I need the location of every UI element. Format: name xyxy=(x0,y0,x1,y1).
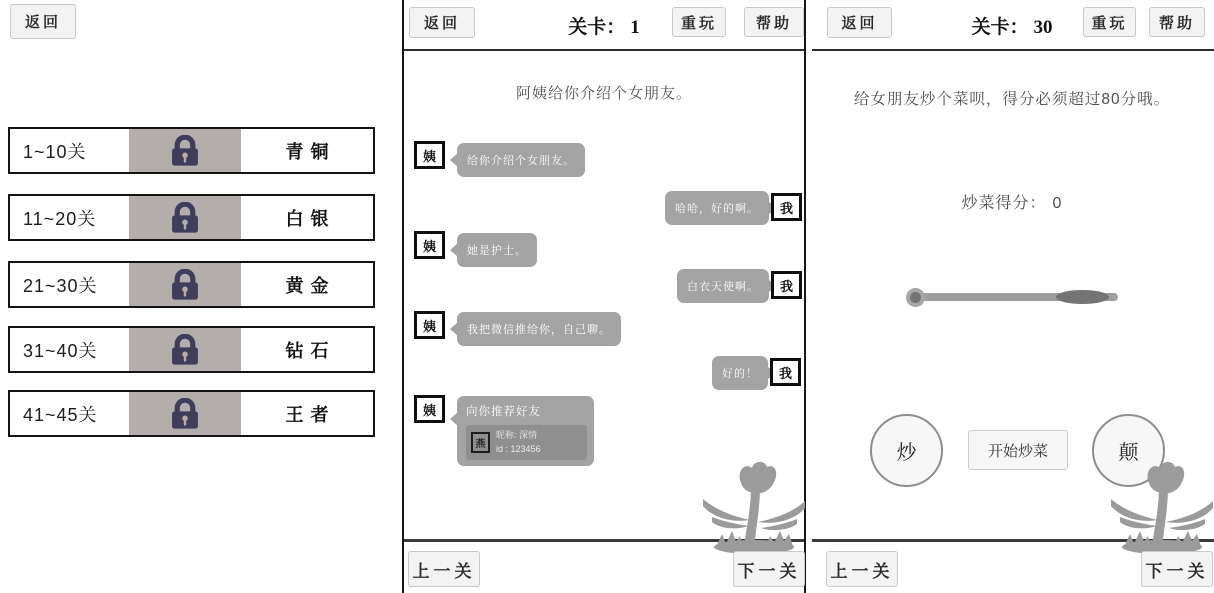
score-label: 炒菜得分： xyxy=(961,195,1047,212)
chat-bubble: 我把微信推给你，自己聊。 xyxy=(457,312,621,346)
contact-nickname: 昵称: 深情 xyxy=(496,430,538,440)
lock-icon xyxy=(166,202,204,234)
chat-bubble: 好的！ xyxy=(712,356,768,390)
prev-level-button[interactable]: 上一关 xyxy=(826,551,898,587)
tier-range: 11~20关 xyxy=(23,208,97,229)
prev-level-button[interactable]: 上一关 xyxy=(408,551,480,587)
chat-avatar-me: 我 xyxy=(770,358,801,386)
friend-recommend-card[interactable] xyxy=(457,396,594,466)
level-value: 1 xyxy=(630,17,640,38)
back-button[interactable]: 返回 xyxy=(827,7,892,38)
chat-bubble: 给你介绍个女朋友。 xyxy=(457,143,585,177)
tier-range: 1~10关 xyxy=(23,141,87,162)
footer-divider xyxy=(812,539,1214,542)
score-value: 0 xyxy=(1052,195,1063,212)
level-instruction: 阿姨给你介绍个女朋友。 xyxy=(515,85,692,102)
chat-avatar-me: 我 xyxy=(771,271,802,299)
stir-button[interactable]: 炒 xyxy=(870,414,943,487)
contact-avatar: 燕 xyxy=(471,432,490,453)
tier-row-silver[interactable] xyxy=(8,194,375,241)
lock-block xyxy=(129,328,241,371)
level-label: 关卡： xyxy=(568,17,626,38)
lock-icon xyxy=(166,398,204,430)
tier-row-bronze[interactable] xyxy=(8,127,375,174)
header-divider xyxy=(812,49,1214,51)
help-button[interactable]: 帮助 xyxy=(1149,7,1205,37)
start-cooking-button[interactable]: 开始炒菜 xyxy=(968,430,1068,470)
tier-name: 王者 xyxy=(285,404,336,425)
level-value: 30 xyxy=(1033,17,1053,38)
chat-avatar-aunt: 姨 xyxy=(414,231,445,259)
tier-name: 白银 xyxy=(285,208,336,229)
next-level-button[interactable]: 下一关 xyxy=(1141,551,1213,587)
lock-block xyxy=(129,263,241,306)
back-button[interactable]: 返回 xyxy=(409,7,475,38)
pan-body xyxy=(1056,290,1109,304)
chat-bubble: 她是护士。 xyxy=(457,233,537,267)
help-button[interactable]: 帮助 xyxy=(744,7,804,37)
tier-name: 青铜 xyxy=(285,141,336,162)
lock-block xyxy=(129,129,241,172)
lock-icon xyxy=(166,135,204,167)
contact-id: id : 123456 xyxy=(496,443,541,454)
tier-range: 21~30关 xyxy=(23,275,98,296)
lock-icon xyxy=(166,334,204,366)
tier-name: 黄金 xyxy=(285,275,336,296)
replay-button[interactable]: 重玩 xyxy=(672,7,726,37)
chat-bubble: 白衣天使啊。 xyxy=(677,269,769,303)
chat-avatar-aunt: 姨 xyxy=(414,311,445,339)
chat-avatar-aunt: 姨 xyxy=(414,395,445,423)
tier-row-gold[interactable] xyxy=(8,261,375,308)
lock-block xyxy=(129,196,241,239)
toss-button[interactable]: 颠 xyxy=(1092,414,1165,487)
chat-avatar-me: 我 xyxy=(771,193,802,221)
footer-divider xyxy=(404,539,804,542)
card-title: 向你推荐好友 xyxy=(466,406,541,418)
next-level-button[interactable]: 下一关 xyxy=(733,551,805,587)
tier-range: 31~40关 xyxy=(23,340,98,361)
tier-row-diamond[interactable] xyxy=(8,326,375,373)
tier-row-king[interactable] xyxy=(8,390,375,437)
cooking-score xyxy=(810,190,1214,213)
tier-name: 钻石 xyxy=(285,340,336,361)
chat-avatar-aunt: 姨 xyxy=(414,141,445,169)
chat-bubble: 哈哈，好的啊。 xyxy=(665,191,769,225)
lock-icon xyxy=(166,269,204,301)
level-label: 关卡： xyxy=(971,17,1029,38)
lock-block xyxy=(129,392,241,435)
pan-handle-knob-dot xyxy=(910,292,921,303)
replay-button[interactable]: 重玩 xyxy=(1083,7,1136,37)
level-instruction: 给女朋友炒个菜呗，得分必须超过80分哦。 xyxy=(853,91,1171,108)
tier-range: 41~45关 xyxy=(23,404,98,425)
back-button[interactable]: 返回 xyxy=(10,4,76,39)
card-contact xyxy=(466,425,587,460)
header-divider xyxy=(404,49,804,51)
